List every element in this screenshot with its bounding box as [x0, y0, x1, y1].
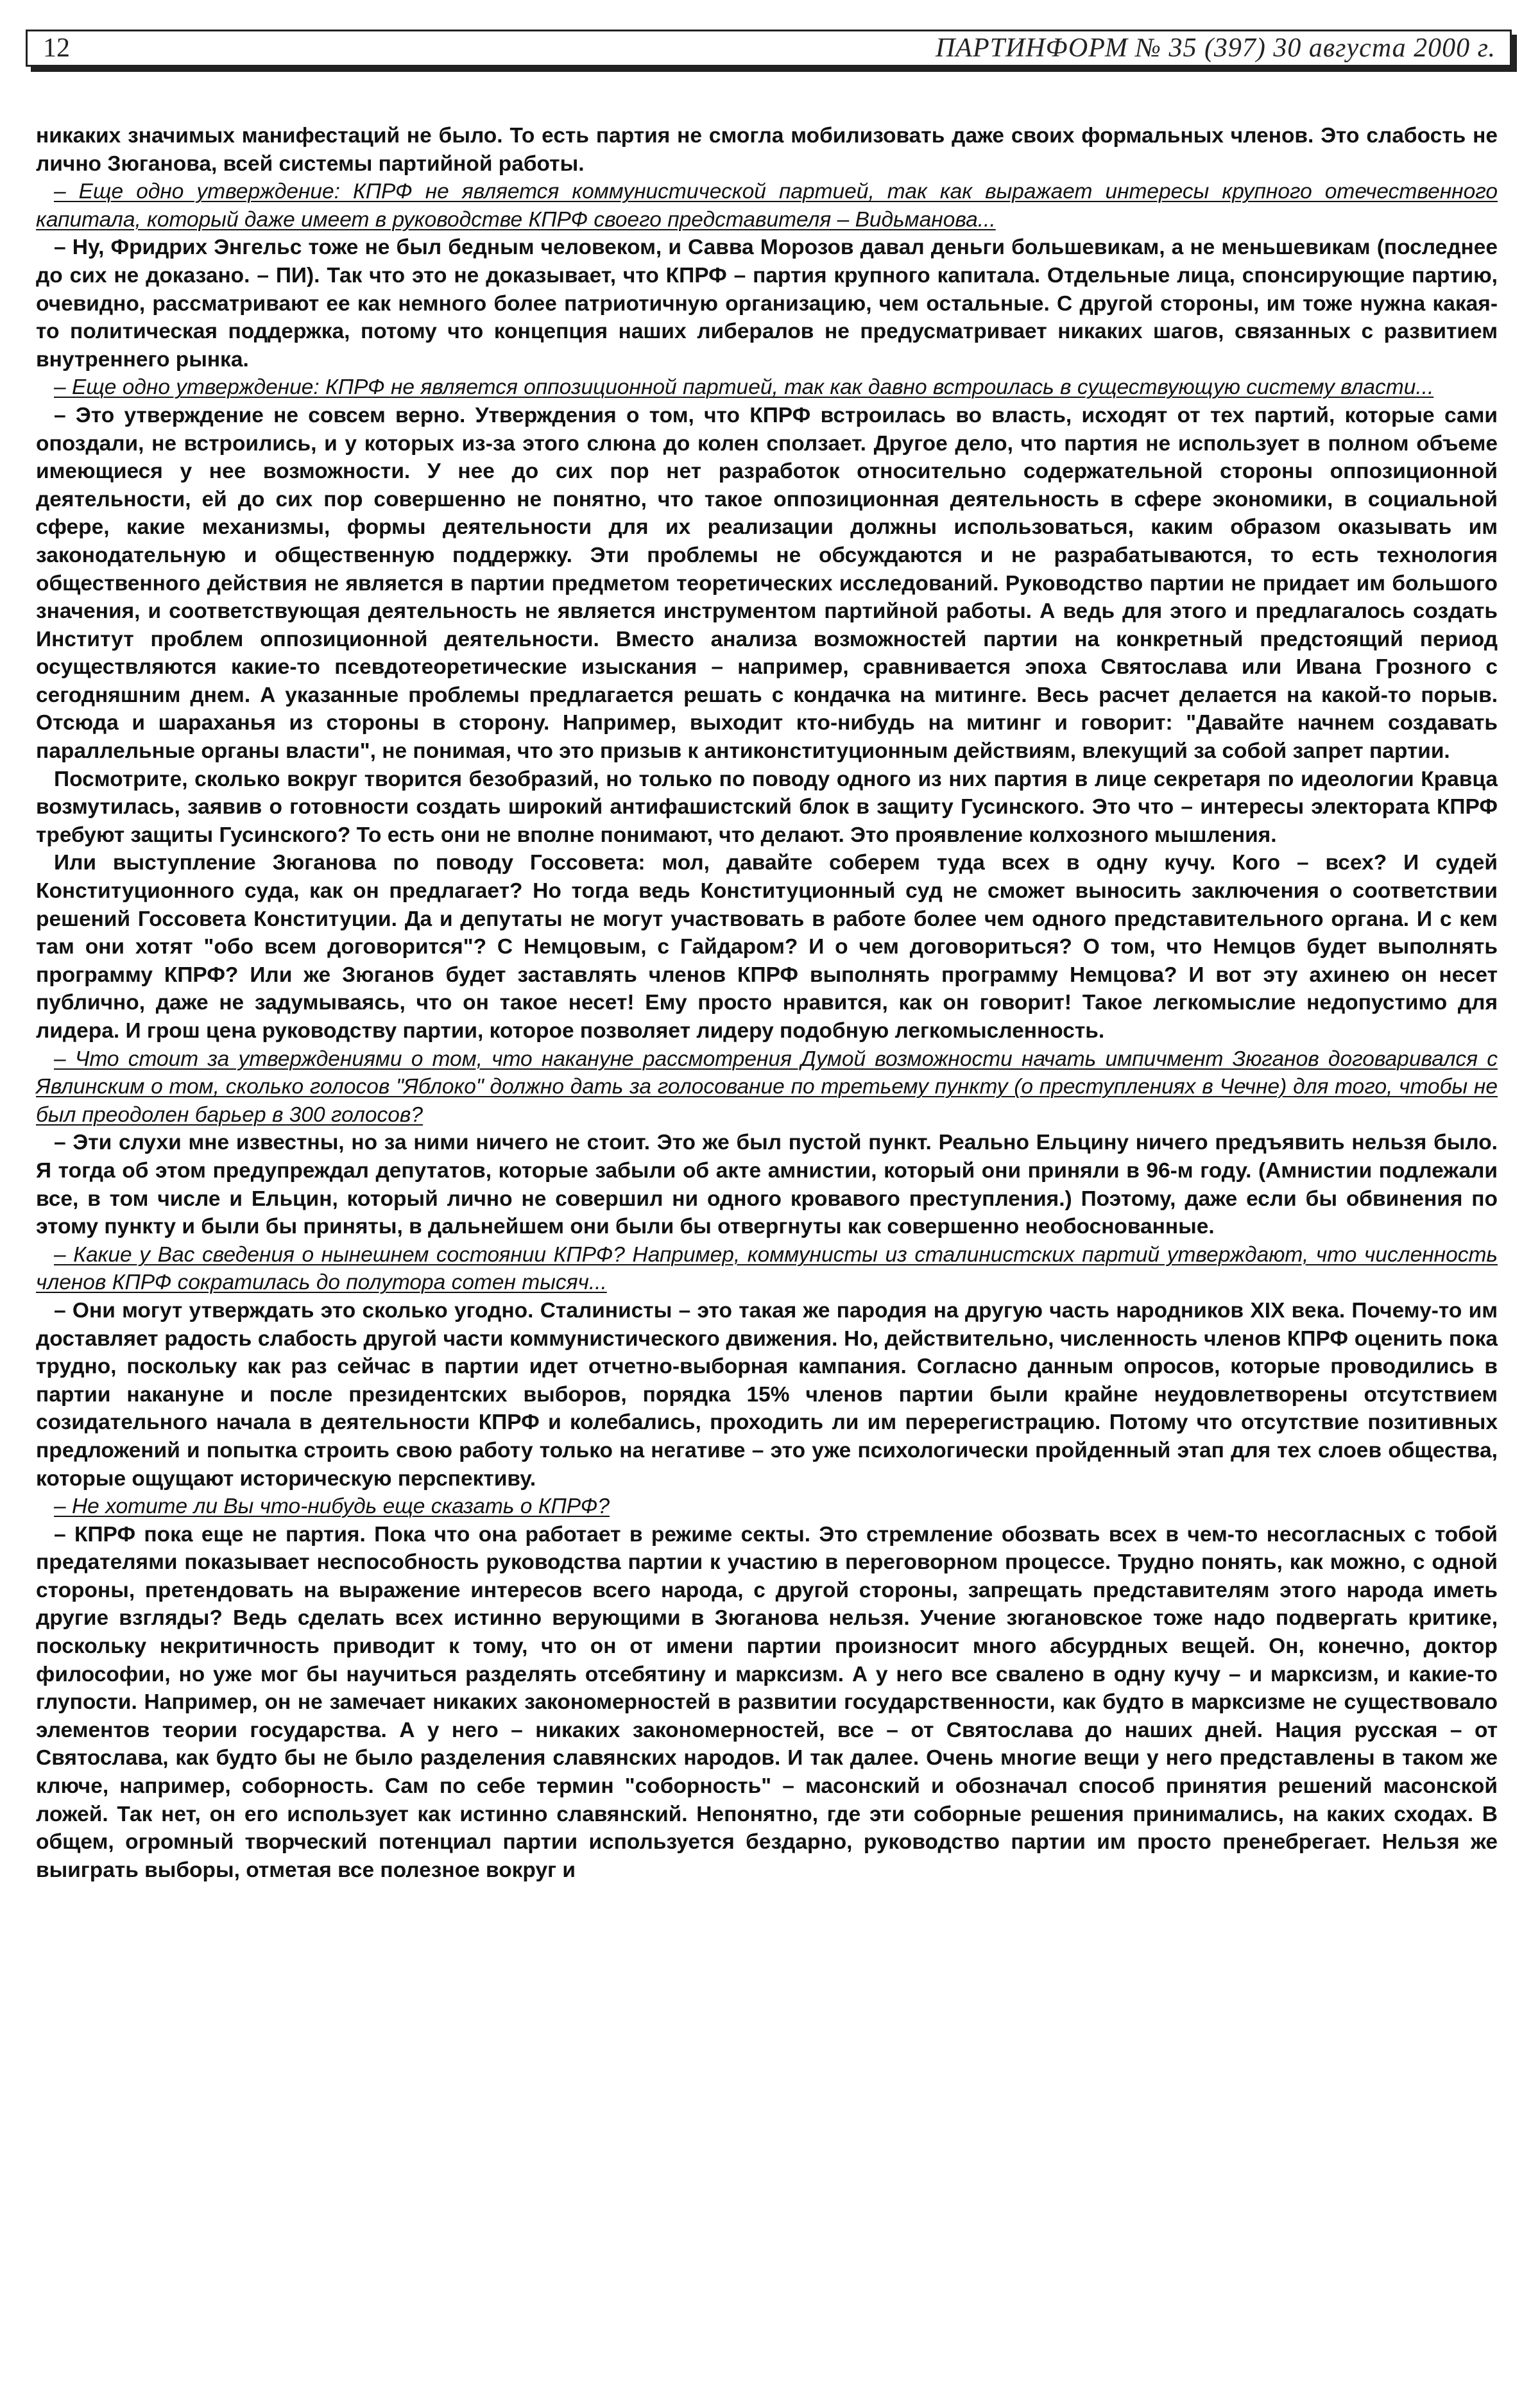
question-paragraph: – Еще одно утверждение: КПРФ не является оппозиционной партией, так как давно встроилась в существующую систему власти... — [54, 375, 1434, 400]
question-paragraph: – Еще одно утверждение: КПРФ не является коммунистической партией, так как выражает интересы крупного отечественного капитала, который даже имеет в руководстве КПРФ своего представителя – Видьманова... — [36, 180, 1498, 232]
answer-paragraph: – Эти слухи мне известны, но за ними ничего не стоит. Это же был пустой пункт. Реально Ельцину ничего предъявить нельзя было. Я тогда об этом предупреждал депутатов, которые забыли об акте амнистии, который они приняли в 96-м году. (Амнистии подлежали все, в том числе и Ельцин, который лично не совершил ни одного кровавого преступления.) Поэтому, даже если бы обвинения по этому пункту и были бы приняты, в дальнейшем они были бы отвергнуты как совершенно необоснованные. — [36, 1131, 1498, 1239]
answer-paragraph: – Ну, Фридрих Энгельс тоже не был бедным человеком, и Савва Морозов давал деньги большевикам, а не меньшевикам (последнее до сих не доказано. – ПИ). Так что это не доказывает, что КПРФ – партия крупного капитала. Отдельные лица, спонсирующие партию, очевидно, рассматривают ее как немного более патриотичную организацию, чем остальные. С другой стороны, им тоже нужна какая-то политическая поддержка, потому что концепция наших либералов не предусматривает никаких шагов, связанных с развитием внутреннего рынка. — [36, 236, 1498, 372]
article-body — [36, 122, 1498, 1884]
page-number: 12 — [43, 33, 70, 63]
answer-paragraph: – КПРФ пока еще не партия. Пока что она работает в режиме секты. Это стремление обозвать всех в чем-то несогласных с тобой предателями показывает неспособность руководства партии к участию в переговорном процессе. Трудно понять, как можно, с одной стороны, претендовать на выражение интересов всего народа, с другой стороны, запрещать представителям этого народа иметь другие взгляды? Ведь сделать всех истинно верующими в Зюганова нельзя. Учение зюгановское тоже надо подвергать критике, поскольку некритичность приводит к тому, что он от имени партии произносит много абсурдных вещей. Он, конечно, доктор философии, но уже мог бы научиться разделять отсебятину и марксизм. А у него все свалено в одну кучу – и марксизм, и какие-то глупости. Например, он не замечает никаких закономерностей в развитии государственности, как будто в марксизме не существовало элементов теории государства. А у него – никаких закономерностей, все – от Святослава до наших дней. Нация русская – от Святослава, как будто бы не было разделения славянских народов. И так далее. Очень многие вещи у него представлены в таком же ключе, например, соборность. Сам по себе термин "соборность" – масонский и обозначал способ принятия решений масонской ложей. Так нет, он его использует как истинно славянский. Непонятно, где эти соборные решения принимались, на каких сходах. В общем, огромный творческий потенциал партии используется бездарно, руководство партии им просто пренебрегает. Нельзя же выиграть выборы, отметая все полезное вокруг и — [36, 1522, 1498, 1882]
question-paragraph: – Не хотите ли Вы что-нибудь еще сказать о КПРФ? — [54, 1495, 610, 1519]
answer-paragraph: – Они могут утверждать это сколько угодно. Сталинисты – это такая же пародия на другую часть народников XIX века. Почему-то им доставляет радость слабость другой части коммунистического движения. Но, действительно, численность членов КПРФ оценить пока трудно, поскольку как раз сейчас в партии идет отчетно-выборная кампания. Согласно данным опросов, которые проводились в партии накануне и после президентских выборов, порядка 15% членов партии были крайне неудовлетворены отсутствием созидательного начала в деятельности КПРФ и колебались, проходить ли им перерегистрацию. Потому что отсутствие позитивных предложений и попытка строить свою работу только на негативе – это уже психологически пройденный этап для тех слоев общества, которые ощущают историческую перспективу. — [36, 1298, 1498, 1491]
page-header — [26, 30, 1512, 67]
issue-title: ПАРТИНФОРМ № 35 (397) 30 августа 2000 г. — [935, 33, 1496, 63]
answer-paragraph: Или выступление Зюганова по поводу Госсовета: мол, давайте соберем туда всех в одну кучу. Кого – всех? И судей Конституционного суда, как он предлагает? Но тогда ведь Конституционный суд не сможет выносить заключения о соответствии решений Госсовета Конституции. Да и депутаты не могут участвовать в работе более чем одного представительного органа. И с кем там они хотят "обо всем договорится"? С Немцовым, с Гайдаром? И о чем договориться? О том, что Немцов будет выполнять программу КПРФ? Или же Зюганов будет заставлять членов КПРФ выполнять программу Немцова? И вот эту ахинею он несет публично, даже не задумываясь, что он такое несет! Ему просто нравится, как он говорит! Такое легкомыслие недопустимо для лидера. И грош цена руководству партии, которое позволяет лидеру подобную легкомысленность. — [36, 851, 1498, 1043]
answer-paragraph: – Это утверждение не совсем верно. Утверждения о том, что КПРФ встроилась во власть, исходят от тех партий, которые сами опоздали, не встроились, и у которых из-за этого слюна до колен сползает. Другое дело, что партия не использует в полном объеме имеющиеся у нее возможности. У нее до сих пор нет разработок относительно содержательной стороны оппозиционной деятельности, ей до сих пор совершенно не понятно, что такое оппозиционная деятельность в сфере экономики, в социальной сфере, какие механизмы, формы деятельности для их реализации должны использоваться, каким образом оказывать им законодательную и общественную поддержку. Эти проблемы не обсуждаются и не разрабатываются, то есть технология общественного действия не является в партии предметом теоретических исследований. Руководство партии не придает им большого значения, и соответствующая деятельность не является инструментом партийной работы. А ведь для этого и предлагалось создать Институт проблем оппозиционной деятельности. Вместо анализа возможностей партии на конкретный предстоящий период осуществляются какие-то псевдотеоретические изыскания – например, сравнивается эпоха Святослава или Ивана Грозного с сегодняшним днем. А указанные проблемы предлагается решать с кондачка на митинге. Весь расчет делается на какой-то порыв. Отсюда и шараханья из стороны в сторону. Например, выходит кто-нибудь на митинг и говорит: "Давайте начнем создавать параллельные органы власти", не понимая, что это призыв к антиконституционным действиям, влекущий за собой запрет партии. — [36, 403, 1498, 764]
question-paragraph: – Что стоит за утверждениями о том, что накануне рассмотрения Думой возможности начать импичмент Зюганов договаривался с Явлинским о том, сколько голосов "Яблоко" должно дать за голосование по третьему пункту (о преступлениях в Чечне) для того, чтобы не был преодолен барьер в 300 голосов? — [36, 1047, 1498, 1127]
question-paragraph: – Какие у Вас сведения о нынешнем состоянии КПРФ? Например, коммунисты из сталинистских партий утверждают, что численность членов КПРФ сократилась до полутора сотен тысяч... — [36, 1242, 1498, 1295]
answer-paragraph: никаких значимых манифестаций не было. То есть партия не смогла мобилизовать даже своих формальных членов. Это слабость не лично Зюганова, всей системы партийной работы. — [36, 124, 1498, 176]
answer-paragraph: Посмотрите, сколько вокруг творится безобразий, но только по поводу одного из них партия в лице секретаря по идеологии Кравца возмутилась, заявив о готовности создать широкий антифашистский блок в защиту Гусинского. Это что – интересы электората КПРФ требуют защиты Гусинского? То есть они не вполне понимают, что делают. Это проявление колхозного мышления. — [36, 767, 1498, 847]
